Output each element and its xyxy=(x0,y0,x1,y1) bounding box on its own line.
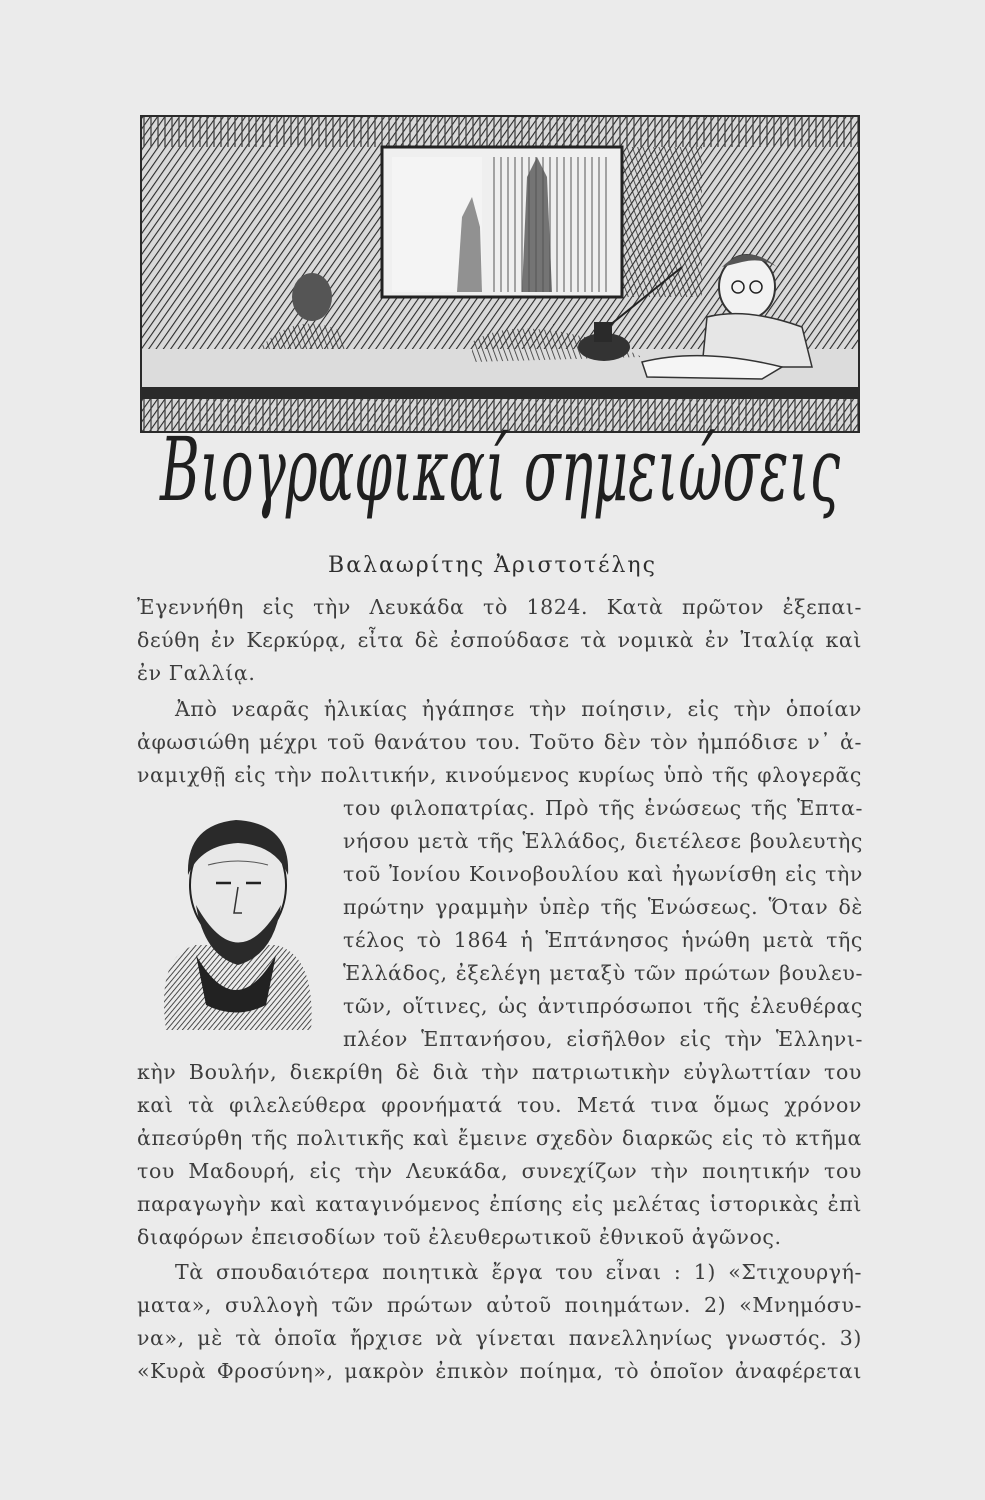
author-portrait xyxy=(146,805,326,1030)
script-title xyxy=(150,400,870,540)
text-line: ματα», συλλογὴ τῶν πρώτων αὐτοῦ ποιημάτων. 2) «Μνημόσυ- xyxy=(137,1293,862,1317)
text-line: ἐν Γαλλίᾳ. xyxy=(137,661,256,685)
script-title-text: Βιογραφικαί σημειώσεις xyxy=(158,418,841,521)
text-line: να», μὲ τὰ ὁποῖα ἤρχισε νὰ γίνεται πανελληνίως γνωστός. 3) xyxy=(137,1326,862,1350)
text-line: δεύθη ἐν Κερκύρᾳ, εἶτα δὲ ἐσπούδασε τὰ νομικὰ ἐν Ἰταλίᾳ καὶ xyxy=(137,628,862,652)
text-line: ναμιχθῇ εἰς τὴν πολιτικήν, κινούμενος κυρίως ὑπὸ τῆς φλογερᾶς xyxy=(137,763,862,787)
text-line: τέλος τὸ 1864 ἡ Ἑπτάνησος ἡνώθη μετὰ τῆς xyxy=(343,928,863,952)
text-line: Ἑλλάδος, ἐξελέγη μεταξὺ τῶν πρώτων βουλευ- xyxy=(343,961,863,985)
text-line: παραγωγὴν καὶ καταγινόμενος ἐπίσης εἰς μελέτας ἱστορικὰς ἐπὶ xyxy=(137,1192,862,1216)
text-line: Ἐγεννήθη εἰς τὴν Λευκάδα τὸ 1824. Κατὰ πρῶτον ἐξεπαι- xyxy=(137,595,862,619)
text-line: ἀφωσιώθη μέχρι τοῦ θανάτου του. Τοῦτο δὲν τὸν ἠμπόδισε ν᾽ ἀ- xyxy=(137,730,862,754)
text-line: πλέον Ἑπτανήσου, εἰσῆλθον εἰς τὴν Ἑλληνι- xyxy=(343,1027,863,1051)
text-line: «Κυρὰ Φροσύνη», μακρὸν ἐπικὸν ποίημα, τὸ ὁποῖον ἀναφέρεται xyxy=(137,1359,862,1383)
text-line: του Μαδουρή, εἰς τὴν Λευκάδα, συνεχίζων τὴν ποιητικήν του xyxy=(137,1159,862,1183)
text-line: διαφόρων ἐπεισοδίων τοῦ ἐλευθερωτικοῦ ἐθνικοῦ ἀγῶνος. xyxy=(137,1225,782,1249)
subject-title: Βαλαωρίτης Ἀριστοτέλης xyxy=(328,553,657,578)
text-line: καὶ τὰ φιλελεύθερα φρονήματά του. Μετά τινα ὅμως χρόνον xyxy=(137,1093,862,1117)
text-line: πρώτην γραμμὴν ὑπὲρ τῆς Ἑνώσεως. Ὅταν δὲ xyxy=(343,895,863,919)
text-line: κὴν Βουλήν, διεκρίθη δὲ διὰ τὴν πατριωτικὴν εὐγλωττίαν του xyxy=(137,1060,862,1084)
text-line: του φιλοπατρίας. Πρὸ τῆς ἑνώσεως τῆς Ἑπτα- xyxy=(343,796,863,820)
text-line: τοῦ Ἰονίου Κοινοβουλίου καὶ ἠγωνίσθη εἰς τὴν xyxy=(343,862,863,886)
header-engraving xyxy=(140,115,860,433)
text-line: Τὰ σπουδαιότερα ποιητικὰ ἔργα του εἶναι : 1) «Στιχουργή- xyxy=(175,1260,862,1284)
text-line: Ἀπὸ νεαρᾶς ἡλικίας ἠγάπησε τὴν ποίησιν, εἰς τὴν ὁποίαν xyxy=(175,697,862,721)
text-line: ἀπεσύρθη τῆς πολιτικῆς καὶ ἔμεινε σχεδὸν διαρκῶς εἰς τὸ κτῆμα xyxy=(137,1126,862,1150)
text-line: τῶν, οἵτινες, ὡς ἀντιπρόσωποι τῆς ἐλευθέρας xyxy=(343,994,863,1018)
text-line: νήσου μετὰ τῆς Ἑλλάδος, διετέλεσε βουλευτὴς xyxy=(343,829,863,853)
